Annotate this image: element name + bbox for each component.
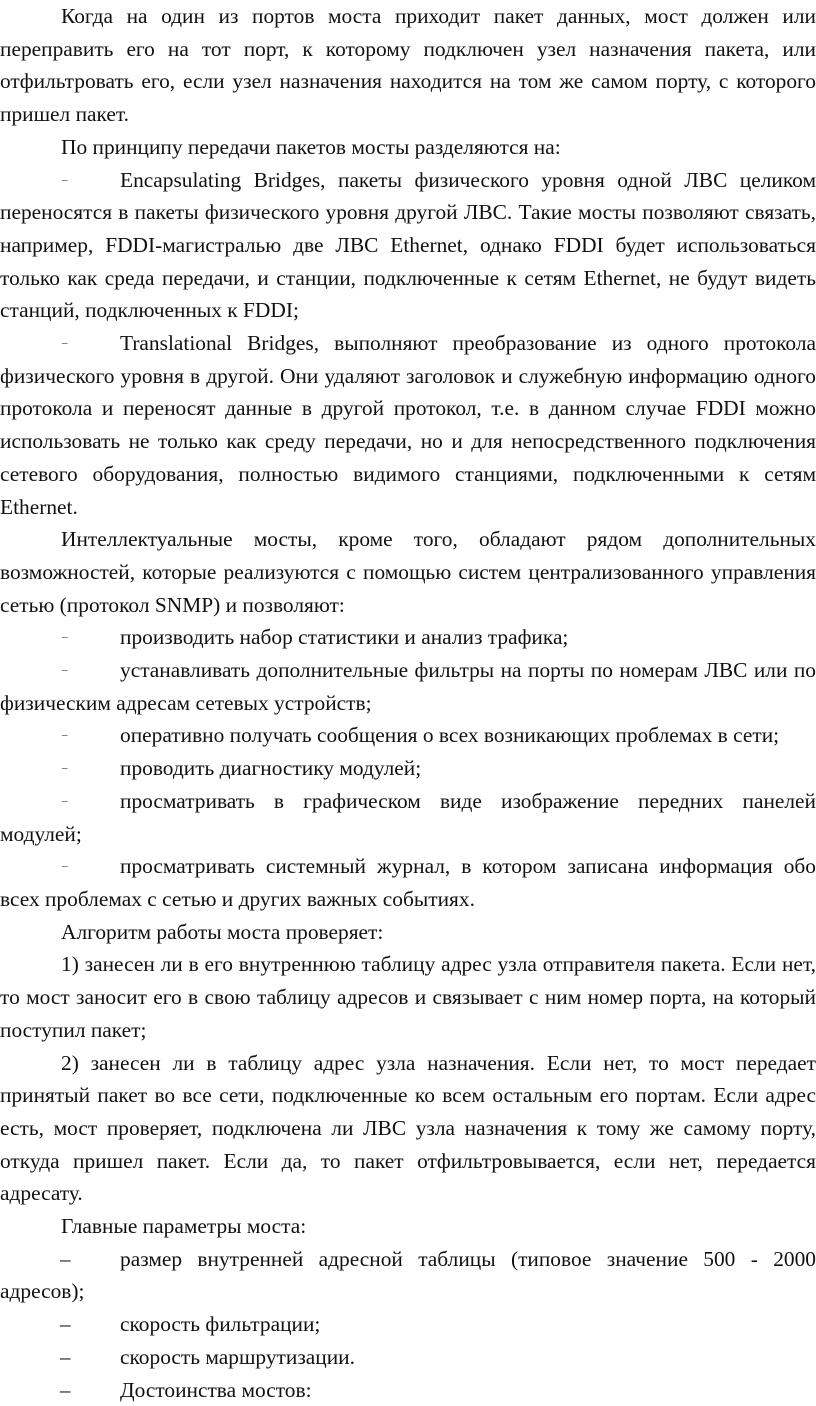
dash-bullet: – [62,173,68,186]
list-item-encapsulating-bridges [0,164,816,328]
dash-bullet: – [60,1344,71,1369]
list-item-address-table-size [0,1243,816,1308]
list-item-text: Достоинства мостов: [120,1377,312,1402]
list-item-translational-bridges [0,327,816,523]
list-item-notifications [0,719,816,752]
list-item-text: устанавливать дополнительные фильтры на порты по номерам ЛВС или по физическим адресам сетевых устройств; [0,658,816,715]
dash-bullet: – [60,1312,71,1337]
list-item-text: оперативно получать сообщения о всех возникающих проблемах в сети; [120,723,780,748]
list-item-diagnostics [0,752,816,785]
paragraph-algorithm-intro: Алгоритм работы моста проверяет: [61,919,384,944]
list-item-algorithm-step-1: 1) занесен ли в его внутреннюю таблицу адрес узла отправителя пакета. Если нет, то мост заносит его в свою таблицу адресов и связывает с ним номер порта, на который поступил пакет; [0,952,816,1042]
dash-bullet: – [62,794,68,807]
paragraph-bridge-types-intro: По принципу передачи пакетов мосты разделяются на: [61,134,561,159]
list-item-text: Encapsulating Bridges, пакеты физического уровня одной ЛВС целиком переносятся в пакеты физического уровня другой ЛВС. Такие мосты позволяют связать, например, FDDI-магистралью две ЛВС Ethernet, однако FDDI будет использоваться только как среда передачи, и станции, подключенные к сетям Ethernet, не будут видеть станций, подключенных к FDDI; [0,167,816,323]
list-item-statistics [0,621,816,654]
list-item-text: производить набор статистики и анализ трафика; [120,625,569,650]
dash-bullet: – [60,1377,71,1402]
list-item-filtering-speed [0,1308,816,1341]
list-item-text: скорость фильтрации; [120,1312,321,1337]
list-item-text: Translational Bridges, выполняют преобразование из одного протокола физического уровня в другой. Они удаляют заголовок и служебную информацию одного протокола и переносят данные в другой протокол, т.е. в данном случае FDDI можно использовать не только как среду передачи, но и для непосредственного подключения сетевого оборудования, полностью видимого станциями, подключенными к сетям Ethernet. [0,331,816,519]
dash-bullet: – [62,729,68,742]
list-item-text: просматривать в графическом виде изображение передних панелей модулей; [0,788,816,846]
dash-bullet: – [62,664,68,677]
paragraph-smart-bridges: Интеллектуальные мосты, кроме того, обладают рядом дополнительных возможностей, которые реализуются с помощью систем централизованного управления сетью (протокол SNMP) и позволяют: [0,527,816,617]
list-item-text: проводить диагностику модулей; [120,756,422,781]
list-item-text: просматривать системный журнал, в котором записана информация обо всех проблемах с сетью и других важных событиях. [0,854,816,911]
list-item-bridge-advantages [0,1374,816,1406]
dash-bullet: – [62,337,68,350]
list-item-text: скорость маршрутизации. [120,1344,355,1369]
list-item-routing-speed [0,1341,816,1374]
list-item-front-panels [0,785,816,850]
dash-bullet: – [62,860,68,873]
dash-bullet: – [60,1246,71,1271]
paragraph-main-parameters-intro: Главные параметры моста: [61,1214,307,1239]
list-item-system-log [0,850,816,915]
dash-bullet: – [62,762,68,775]
list-item-text: размер внутренней адресной таблицы (типовое значение 500 - 2000 адресов); [0,1246,816,1304]
list-item-algorithm-step-2: 2) занесен ли в таблицу адрес узла назначения. Если нет, то мост передает принятый пакет во все сети, подключенные ко всем остальным его портам. Если адрес есть, мост проверяет, подключена ли ЛВС узла назначения к тому же самому порту, откуда пришел пакет. Если да, то пакет отфильтровывается, если нет, передается адресату. [0,1050,816,1206]
list-item-filters [0,654,816,719]
dash-bullet: – [62,631,68,644]
paragraph-bridge-forwarding: Когда на один из портов моста приходит пакет данных, мост должен или переправить его на тот порт, к которому подключен узел назначения пакета, или отфильтровать его, если узел назначения находится на том же самом порту, с которого пришел пакет. [0,4,816,127]
